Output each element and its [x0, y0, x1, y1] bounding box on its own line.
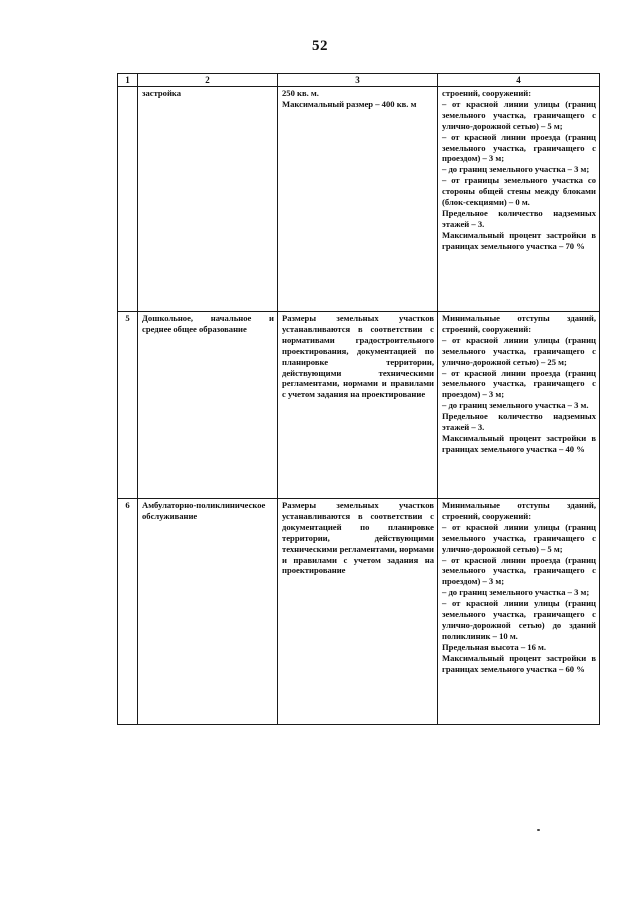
setback-line: – от красной линии улицы (границ земельного участка, граничащего с улично-дорожной сетью) – 5 м;: [442, 98, 596, 131]
page-number: 52: [312, 38, 328, 54]
setback-line: Предельное количество надземных этажей – 3.: [442, 411, 596, 433]
header-col-1: 1: [118, 74, 138, 87]
setback-line: – от красной линии проезда (границ земельного участка, граничащего с проездом) – 3 м;: [442, 367, 596, 400]
setback-line: Максимальный процент застройки в границах земельного участка – 40 %: [442, 432, 596, 454]
row-number: 5: [118, 312, 138, 499]
plot-size-line: Размеры земельных участков устанавливаются в соответствии с документацией по планировке территории, действующими техническими регламентами, нормами и правилами с учетом задания на проектирование: [282, 500, 434, 576]
setback-line: – до границ земельного участка – 3 м;: [442, 164, 590, 175]
plot-size-line: 250 кв. м.: [282, 88, 319, 98]
setback-line: Максимальный процент застройки в границах земельного участка – 70 %: [442, 229, 596, 251]
land-use-regulations-table: [117, 73, 600, 725]
plot-size-line: Максимальный размер – 400 кв. м: [282, 98, 417, 109]
plot-size-rules: [278, 312, 438, 499]
setback-line: строений, сооружений:: [442, 88, 532, 98]
setback-line: – от красной линии проезда (границ земельного участка, граничащего с проездом) – 3 м;: [442, 554, 596, 587]
setback-line: – до границ земельного участка – 3 м;: [442, 587, 590, 598]
setback-line: Максимальный процент застройки в границах земельного участка – 60 %: [442, 652, 596, 674]
setback-line: Предельная высота – 16 м.: [442, 641, 547, 652]
setback-line: – от красной линии проезда (границ земельного участка, граничащего с проездом) – 3 м;: [442, 131, 596, 164]
header-col-3: 3: [278, 74, 438, 87]
table-row: [118, 312, 600, 499]
setback-line: – от красной линии улицы (границ земельного участка, граничащего с улично-дорожной сетью) – 5 м;: [442, 521, 596, 554]
table-row: [118, 87, 600, 312]
setback-line: – от красной линии улицы (границ земельного участка, граничащего с улично-дорожной сетью) до зданий поликлиник – 10 м.: [442, 598, 596, 641]
setback-line: – от красной линии улицы (границ земельного участка, граничащего с улично-дорожной сетью) – 25 м;: [442, 334, 596, 367]
row-number: [118, 87, 138, 312]
table-row: [118, 499, 600, 725]
plot-size-rules: [278, 499, 438, 725]
setback-line: Минимальные отступы зданий, строений, сооружений:: [442, 313, 596, 334]
table-header-row: [118, 74, 600, 87]
land-use-type: Амбулаторно-поликлиническое обслуживание: [138, 499, 278, 725]
land-use-type: Дошкольное, начальное и среднее общее образование: [138, 312, 278, 499]
plot-size-rules: [278, 87, 438, 312]
setback-rules: [438, 87, 600, 312]
land-use-type: застройка: [138, 87, 278, 312]
row-number: 6: [118, 499, 138, 725]
setback-line: Минимальные отступы зданий, строений, сооружений:: [442, 500, 596, 521]
header-col-2: 2: [138, 74, 278, 87]
setback-line: Предельное количество надземных этажей – 3.: [442, 207, 596, 229]
setback-rules: [438, 312, 600, 499]
setback-rules: [438, 499, 600, 725]
scan-speck: [537, 829, 540, 831]
setback-line: – до границ земельного участка – 3 м.: [442, 400, 589, 411]
header-col-4: 4: [438, 74, 600, 87]
plot-size-line: Размеры земельных участков устанавливаются в соответствии с нормативами градостроительного проектирования, документацией по планировке территории, действующими техническими регламентами, нормами и правилами с учетом задания на проектирование: [282, 313, 434, 400]
setback-line: – от границы земельного участка со стороны общей стены между блоками (блок-секциями) – 0 м.: [442, 175, 596, 208]
